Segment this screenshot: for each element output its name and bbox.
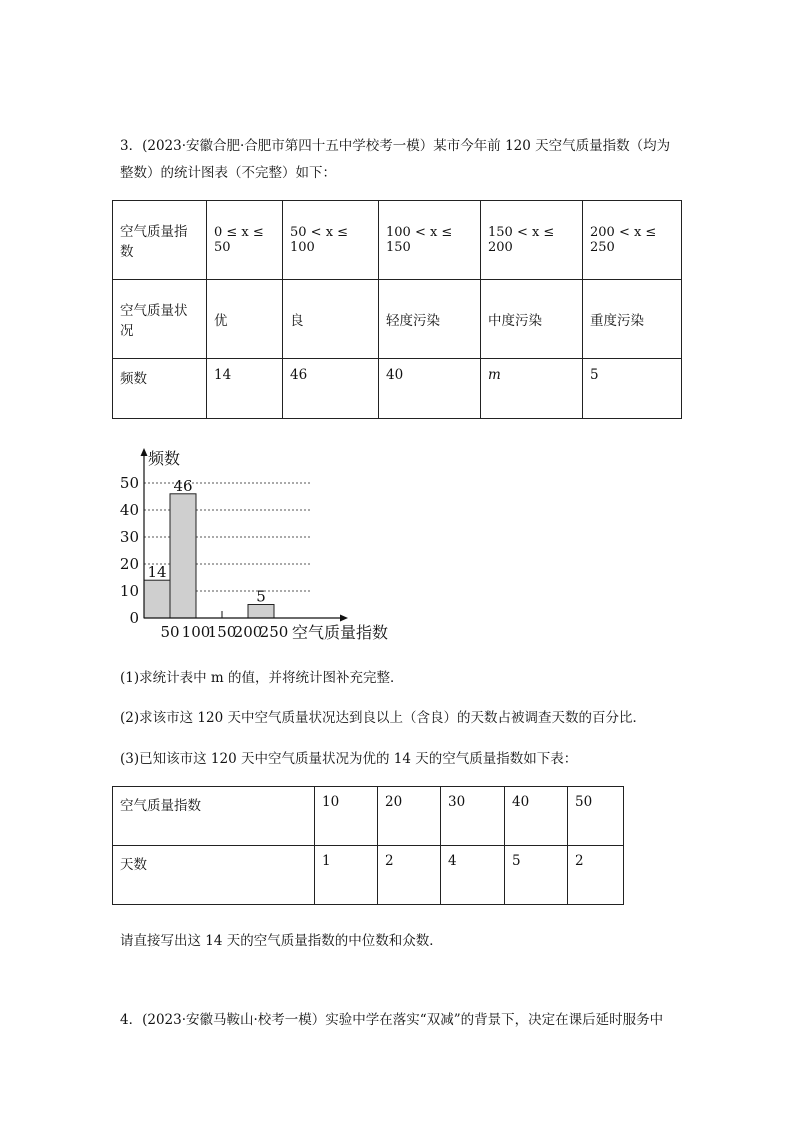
x-axis-arrow: [340, 615, 348, 622]
index-days-table: [112, 786, 624, 905]
x-axis-label: 空气质量指数: [292, 623, 389, 642]
bar-data-label: 5: [256, 587, 266, 606]
x-tick-label: 150: [207, 623, 237, 641]
sub-question-3: (3)已知该市这 120 天中空气质量状况为优的 14 天的空气质量指数如下表：: [120, 751, 578, 767]
bar-data-label: 14: [147, 563, 167, 582]
table-cell: 10: [315, 787, 378, 846]
y-tick-label: 10: [119, 582, 139, 600]
table-cell: 空气质量状况: [113, 280, 207, 359]
table-cell: 0 ≤ x ≤ 50: [207, 201, 283, 280]
table-cell: 200 < x ≤ 250: [583, 201, 682, 280]
table-cell: 46: [283, 359, 379, 419]
y-tick-label: 0: [129, 609, 139, 627]
table-cell: 5: [583, 359, 682, 419]
table-cell: 优: [207, 280, 283, 359]
frequency-table: [112, 200, 682, 419]
x-tick-label: 100: [181, 623, 211, 641]
x-tick-label: 50: [160, 623, 180, 641]
question-3-line1: 3．(2023·安徽合肥·合肥市第四十五中学校考一模）某市今年前 120 天空气质量指数（均为: [120, 138, 671, 154]
table-cell: 天数: [113, 846, 315, 905]
question-4-line1: 4．(2023·安徽马鞍山·校考一模）实验中学在落实“双减”的背景下，决定在课后延时服务中: [120, 1012, 664, 1028]
table-cell: 20: [378, 787, 441, 846]
histogram-bar: [144, 580, 170, 618]
table-row: [113, 280, 682, 359]
table-cell: 150 < x ≤ 200: [481, 201, 583, 280]
table-cell: 2: [378, 846, 441, 905]
table-row: [113, 846, 624, 905]
table-cell: 50 < x ≤ 100: [283, 201, 379, 280]
table-cell: 1: [315, 846, 378, 905]
table-row: [113, 787, 624, 846]
table-cell: 空气质量指数: [113, 201, 207, 280]
table-row: [113, 201, 682, 280]
table-cell: 重度污染: [583, 280, 682, 359]
y-tick-label: 40: [119, 501, 139, 519]
table-cell: 频数: [113, 359, 207, 419]
table-cell: 中度污染: [481, 280, 583, 359]
table-cell: 40: [379, 359, 481, 419]
y-axis-arrow: [141, 448, 148, 456]
sub-question-1: (1)求统计表中 m 的值，并将统计图补充完整．: [120, 670, 404, 686]
x-tick-label: 200: [233, 623, 263, 641]
y-tick-label: 50: [119, 474, 139, 492]
table-cell: 50: [568, 787, 624, 846]
table-cell: 2: [568, 846, 624, 905]
y-axis-label: 频数: [148, 449, 181, 468]
histogram-chart: [110, 440, 410, 650]
sub-question-2: (2)求该市这 120 天中空气质量状况达到良以上（含良）的天数占被调查天数的百分比．: [120, 710, 646, 726]
table-cell: 轻度污染: [379, 280, 481, 359]
sub-question-3-tail: 请直接写出这 14 天的空气质量指数的中位数和众数．: [120, 933, 443, 949]
table-cell: 40: [505, 787, 568, 846]
histogram-bar: [248, 605, 274, 619]
table-cell: 空气质量指数: [113, 787, 315, 846]
x-tick-label: 250: [259, 623, 289, 641]
table-cell: 14: [207, 359, 283, 419]
table-cell: 30: [441, 787, 505, 846]
y-tick-label: 30: [119, 528, 139, 546]
table-cell: 5: [505, 846, 568, 905]
histogram-bar: [170, 494, 196, 618]
table-cell: 4: [441, 846, 505, 905]
table-cell: m: [481, 359, 583, 419]
table-cell: 100 < x ≤ 150: [379, 201, 481, 280]
table-row: [113, 359, 682, 419]
bar-data-label: 46: [173, 476, 193, 495]
question-3-line2: 整数）的统计图表（不完整）如下：: [120, 165, 336, 181]
table-cell: 良: [283, 280, 379, 359]
y-tick-label: 20: [119, 555, 139, 573]
